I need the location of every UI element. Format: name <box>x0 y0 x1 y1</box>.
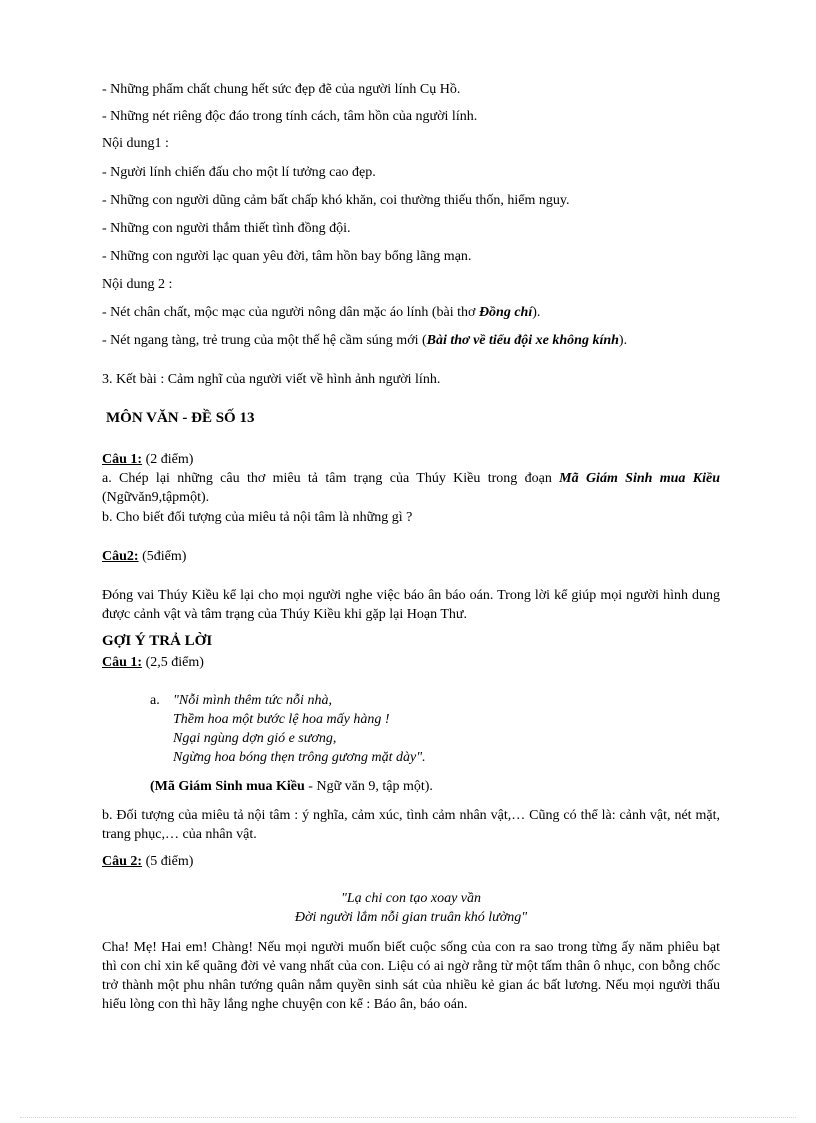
exam-heading: MÔN VĂN - ĐỀ SỐ 13 <box>106 410 255 426</box>
question-label: Câu 1: <box>102 655 143 670</box>
text-span: a. Chép lại những câu thơ miêu tả tâm trạng của Thúy Kiều trong đoạn <box>102 471 560 486</box>
poem-title: Đồng chí <box>478 305 533 320</box>
question-1b: b. Cho biết đối tượng của miêu tả nội tâm là những gì ? <box>102 510 413 525</box>
answer-1 <box>102 653 204 672</box>
question-points: (2,5 điểm) <box>142 655 204 670</box>
poem-line: Thềm hoa một bước lệ hoa mấy hàng ! <box>173 712 390 727</box>
text-span: (Ngữvăn9,tậpmột). <box>102 490 210 505</box>
text-line: - Những nét riêng độc đáo trong tính cách, tâm hồn của người lính. <box>102 109 478 124</box>
list-item: - Những con người dũng cảm bất chấp khó khăn, coi thường thiếu thốn, hiểm nguy. <box>102 193 570 208</box>
text-span: - Nét ngang tàng, trẻ trung của một thế hệ cầm súng mới ( <box>102 333 427 348</box>
poem-line: Ngại ngùng dợn gió e sương, <box>173 731 337 746</box>
question-label: Câu2: <box>102 549 139 564</box>
source-title: (Mã Giám Sinh mua Kiều <box>150 779 305 794</box>
question-points: (5điểm) <box>138 549 187 564</box>
poem-source <box>150 777 433 796</box>
answer-1b: b. Đối tượng của miêu tả nội tâm : ý nghĩa, cảm xúc, tình cảm nhân vật,… Cũng có thể là: cảnh vật, nét mặt, trang phục,… của nhân vật. <box>102 808 720 842</box>
list-item: - Những con người lạc quan yêu đời, tâm hồn bay bổng lãng mạn. <box>102 249 472 264</box>
question-1 <box>102 450 193 469</box>
page-divider <box>20 1117 796 1118</box>
text-span: ). <box>532 305 541 320</box>
question-label: Câu 1: <box>102 452 143 467</box>
answer-heading: GỢI Ý TRẢ LỜI <box>102 633 213 649</box>
text-span: ). <box>618 333 628 348</box>
quote-line: Đời người lắm nỗi gian truân khó lường" <box>294 910 528 925</box>
poem-line: Ngừng hoa bóng thẹn trông gương mặt dày". <box>173 750 426 765</box>
text-span: - Ngữ văn 9, tập một). <box>304 779 433 794</box>
answer-2 <box>102 852 193 871</box>
poem-line: "Nỗi mình thêm tức nỗi nhà, <box>173 693 332 708</box>
list-item: - Người lính chiến đấu cho một lí tưởng cao đẹp. <box>102 165 376 180</box>
poem-title: Mã Giám Sinh mua Kiều <box>559 471 720 486</box>
ket-bai: 3. Kết bài : Cảm nghĩ của người viết về hình ảnh người lính. <box>102 372 441 387</box>
subheading-noidung1: Nội dung1 : <box>102 136 169 151</box>
text-span: - Nét chân chất, mộc mạc của người nông dân mặc áo lính (bài thơ <box>102 305 479 320</box>
quote-line: "Lạ chi con tạo xoay vần <box>340 891 481 906</box>
list-item <box>102 303 540 322</box>
text-line: - Những phẩm chất chung hết sức đẹp đẽ của người lính Cụ Hồ. <box>102 82 461 97</box>
poem-title: Bài thơ về tiểu đội xe không kính <box>426 333 619 348</box>
question-2 <box>102 547 186 566</box>
question-points: (5 điểm) <box>142 854 194 869</box>
question-points: (2 điểm) <box>142 452 194 467</box>
poem-marker: a. <box>150 693 160 708</box>
subheading-noidung2: Nội dung 2 : <box>102 277 173 292</box>
question-1a <box>102 469 720 507</box>
list-item <box>102 331 627 350</box>
list-item: - Những con người thắm thiết tình đồng đội. <box>102 221 351 236</box>
essay-paragraph: Cha! Mẹ! Hai em! Chàng! Nếu mọi người muốn biết cuộc sống của con ra sao trong từng ấy năm phiêu bạt thì con chỉ xin kể quãng đời vẻ vang nhất của con. Liệu có ai ngờ rằng từ một tấm thân ô nhục, con bỗng chốc trở thành một phu nhân tướng quân nắm quyền sinh sát của nhiều kẻ gian ác bất lương. Nếu mọi người thấu hiểu lòng con thì hãy lắng nghe chuyện con kể : Báo ân, báo oán. <box>102 940 720 1012</box>
question-label: Câu 2: <box>102 854 143 869</box>
question-2-text: Đóng vai Thúy Kiều kể lại cho mọi người nghe việc báo ân báo oán. Trong lời kể giúp mọi người hình dung được cảnh vật và tâm trạng của Thúy Kiều khi gặp lại Hoạn Thư. <box>102 588 720 622</box>
